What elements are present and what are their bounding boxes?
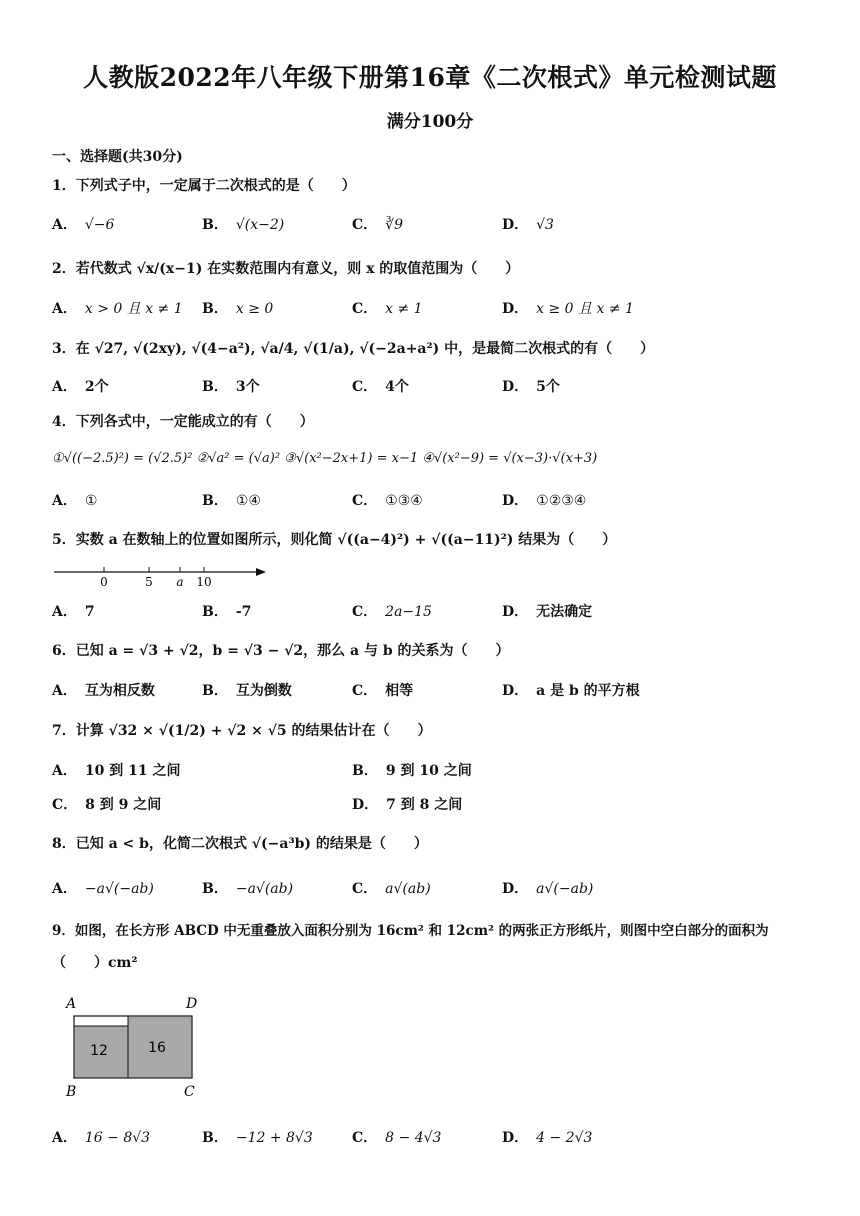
option-b: B． −12 + 8√3 [202, 1130, 313, 1146]
question-6: 6．已知 a = √3 + √2，b = √3 − √2，那么 a 与 b 的关系为（ ） [52, 643, 510, 659]
option-a: A． √−6 [52, 217, 115, 233]
square-label-16: 16 [148, 1040, 166, 1056]
option-c: C． ∛9 [352, 217, 403, 233]
option-d: D． ①②③④ [502, 493, 587, 509]
section-heading: 一、选择题(共30分) [52, 149, 183, 165]
option-a: A． 16 − 8√3 [52, 1130, 151, 1146]
question-9-continued: （ ）cm² [52, 955, 138, 971]
question-3: 3．在 √27, √(2xy), √(4−a²), √a/4, √(1/a), √(−2a+a²) 中，是最简二次根式的有（ ） [52, 341, 655, 357]
vertex-label-a: A [66, 996, 77, 1012]
tick-label: 5 [145, 575, 153, 589]
question-2: 2．若代数式 √x/(x−1) 在实数范围内有意义，则 x 的取值范围为（ ） [52, 261, 520, 277]
tick-label: 10 [196, 575, 212, 589]
arrow-icon [256, 568, 266, 576]
option-b: B． 9 到 10 之间 [352, 763, 472, 779]
tick-label: 0 [100, 575, 108, 589]
option-d: D． x ≥ 0 且 x ≠ 1 [502, 301, 634, 317]
option-c: C． x ≠ 1 [352, 301, 423, 317]
option-c: C． ①③④ [352, 493, 423, 509]
question-1: 1．下列式子中，一定属于二次根式的是（ ） [52, 178, 356, 194]
question-5: 5．实数 a 在数轴上的位置如图所示，则化简 √((a−4)²) + √((a−11)²) 结果为（ ） [52, 532, 617, 548]
tick-label: a [176, 575, 184, 589]
option-d: D． √3 [502, 217, 554, 233]
question-7: 7．计算 √32 × √(1/2) + √2 × √5 的结果估计在（ ） [52, 723, 432, 739]
option-c: C． 4个 [352, 379, 409, 395]
option-c: C． 8 − 4√3 [352, 1130, 442, 1146]
question-8: 8．已知 a < b，化简二次根式 √(−a³b) 的结果是（ ） [52, 836, 428, 852]
option-c: C． 2a−15 [352, 604, 432, 620]
option-d: D． 5个 [502, 379, 560, 395]
option-a: A． 互为相反数 [52, 683, 155, 699]
option-c: C． 相等 [352, 683, 414, 699]
option-a: A． x > 0 且 x ≠ 1 [52, 301, 183, 317]
option-b: B． ①④ [202, 493, 261, 509]
page-subtitle: 满分100分 [386, 112, 474, 132]
option-d: D． 无法确定 [502, 604, 593, 620]
option-d: D． a 是 b 的平方根 [502, 683, 640, 699]
page-title: 人教版2022年八年级下册第16章《二次根式》单元检测试题 [83, 63, 777, 92]
vertex-label-c: C [184, 1084, 195, 1100]
option-a: A． −a√(−ab) [52, 881, 154, 897]
vertex-label-d: D [186, 996, 198, 1012]
square-label-12: 12 [90, 1043, 108, 1059]
option-d: D． 4 − 2√3 [502, 1130, 593, 1146]
option-d: D． a√(−ab) [502, 881, 594, 897]
option-a: A． 10 到 11 之间 [52, 763, 181, 779]
option-b: B． −a√(ab) [202, 881, 294, 897]
option-b: B． √(x−2) [202, 217, 285, 233]
question-9: 9．如图，在长方形 ABCD 中无重叠放入面积分别为 16cm² 和 12cm² 的两张正方形纸片，则图中空白部分的面积为 [52, 923, 769, 939]
question-4-formulas: ①√((−2.5)²) = (√2.5)² ②√a² = (√a)² ③√(x²−2x+1) = x−1 ④√(x²−9) = √(x−3)·√(x+3) [52, 451, 598, 466]
option-a: A． 7 [52, 604, 95, 620]
vertex-label-b: B [66, 1084, 77, 1100]
option-a: A． 2个 [52, 379, 109, 395]
option-a: A． ① [52, 493, 98, 509]
option-b: B． x ≥ 0 [202, 301, 274, 317]
question-4: 4．下列各式中，一定能成立的有（ ） [52, 414, 314, 430]
option-b: B． 互为倒数 [202, 683, 292, 699]
option-d: D． 7 到 8 之间 [352, 797, 463, 813]
option-c: C． 8 到 9 之间 [52, 797, 162, 813]
option-b: B． 3个 [202, 379, 260, 395]
option-b: B． -7 [202, 604, 252, 620]
option-c: C． a√(ab) [352, 881, 431, 897]
rectangle-figure [62, 992, 212, 1102]
number-line-figure [52, 562, 272, 592]
